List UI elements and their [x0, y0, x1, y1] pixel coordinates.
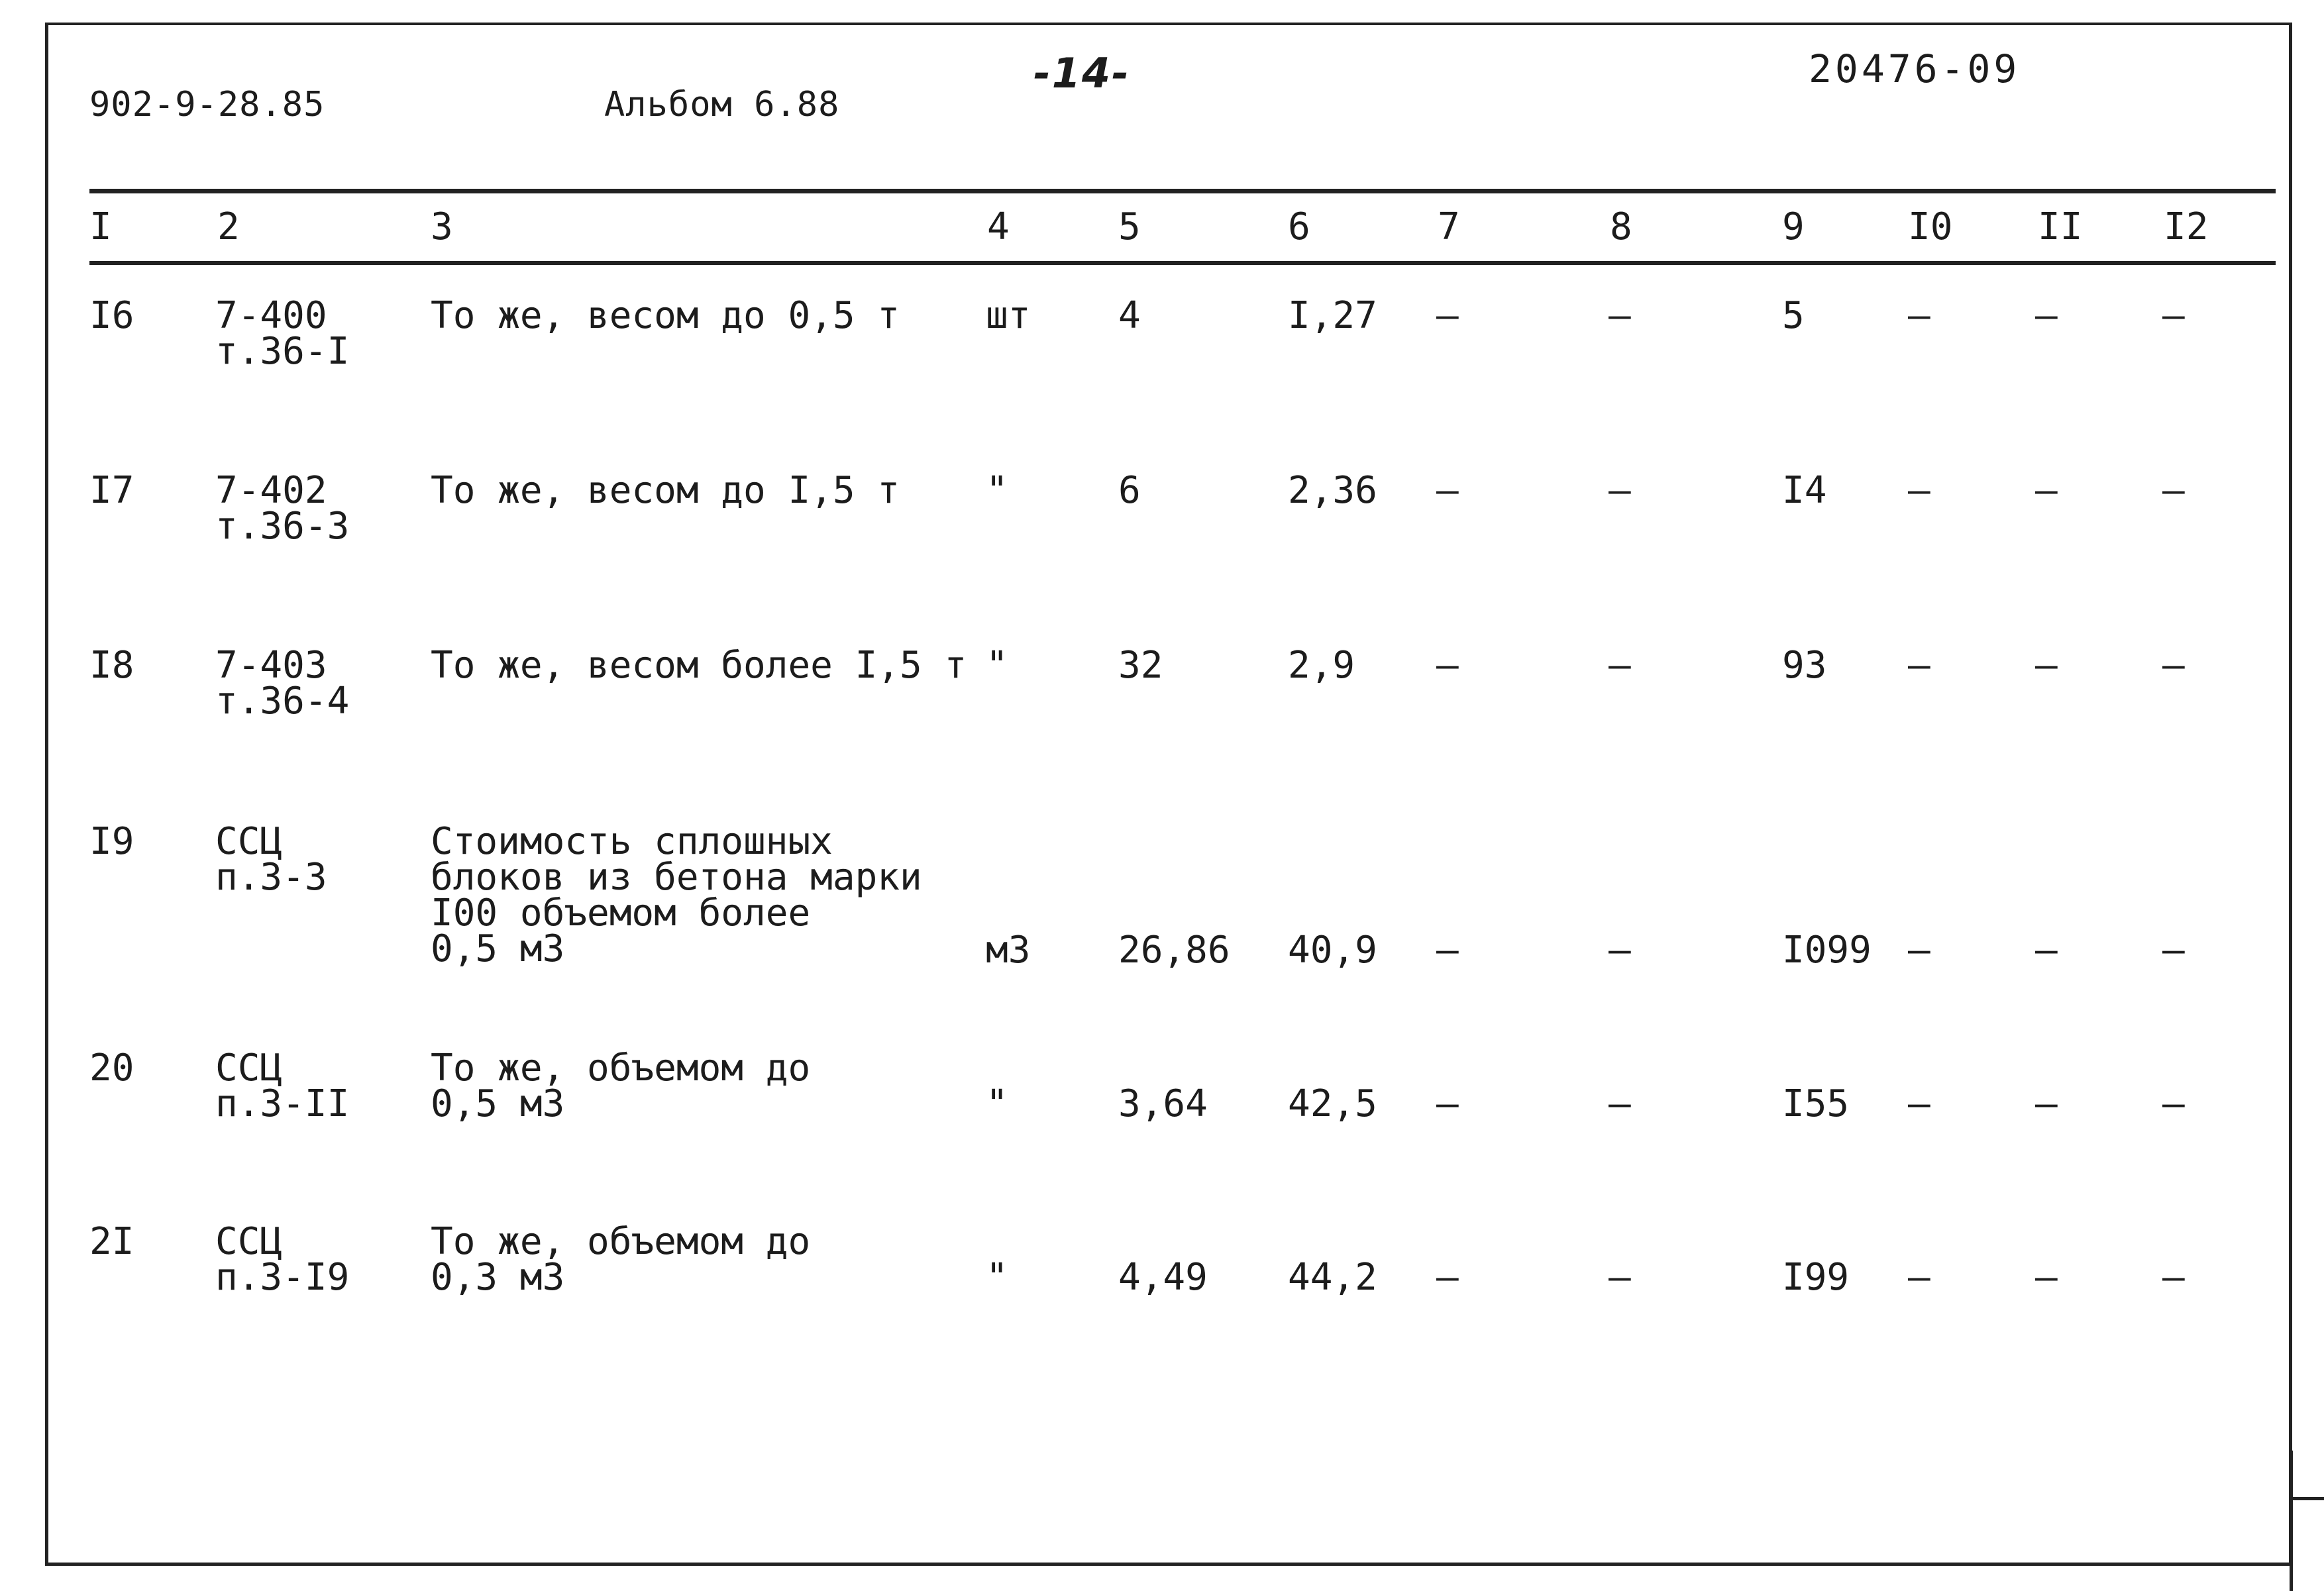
- cell-col-12: –: [2162, 469, 2185, 512]
- table-top-rule: [89, 189, 2276, 193]
- unit-price: 42,5: [1288, 1082, 1377, 1125]
- project-code: 902-9-28.85: [89, 85, 325, 125]
- cell-col-8: –: [1609, 644, 1631, 687]
- cell-col-7: –: [1436, 1256, 1459, 1299]
- norm-code: ССЦ п.3-3: [215, 820, 327, 899]
- row-number: I8: [89, 644, 134, 687]
- column-header: 7: [1438, 205, 1460, 248]
- cell-col-7: –: [1436, 644, 1459, 687]
- column-header: II: [2038, 205, 2083, 248]
- cell-col-12: –: [2162, 1082, 2185, 1125]
- cell-col-7: –: [1436, 1082, 1459, 1125]
- cell-col-12: –: [2162, 294, 2185, 337]
- unit-price: I,27: [1288, 294, 1377, 337]
- cell-col-11: –: [2035, 469, 2058, 512]
- quantity: 3,64: [1118, 1082, 1208, 1125]
- cell-col-8: –: [1609, 929, 1631, 972]
- cell-col-9: I4: [1782, 469, 1827, 512]
- column-header: 4: [987, 205, 1010, 248]
- unit: ": [986, 644, 1008, 687]
- sheet-edge-mark-vertical: [2290, 1451, 2293, 1591]
- row-number: 2I: [89, 1220, 134, 1263]
- unit: шт: [986, 294, 1031, 337]
- column-header: I: [89, 205, 112, 248]
- cell-col-11: –: [2035, 1256, 2058, 1299]
- cell-col-9: 5: [1782, 294, 1805, 337]
- cell-col-9: I99: [1782, 1256, 1850, 1299]
- cell-col-7: –: [1436, 929, 1459, 972]
- row-number: I6: [89, 294, 134, 337]
- cell-col-10: –: [1908, 929, 1930, 972]
- cell-col-11: –: [2035, 1082, 2058, 1125]
- cell-col-9: I55: [1782, 1082, 1850, 1125]
- unit: м3: [986, 929, 1031, 972]
- column-header: I2: [2164, 205, 2209, 248]
- cell-col-12: –: [2162, 1256, 2185, 1299]
- column-header: 2: [217, 205, 240, 248]
- cell-col-8: –: [1609, 469, 1631, 512]
- column-header: 5: [1118, 205, 1141, 248]
- row-number: 20: [89, 1047, 134, 1090]
- quantity: 32: [1118, 644, 1163, 687]
- page-number: -14-: [1033, 49, 1130, 97]
- norm-code: ССЦ п.3-II: [215, 1047, 350, 1125]
- cell-col-11: –: [2035, 644, 2058, 687]
- document-number: 20476-09: [1809, 46, 2021, 91]
- cell-col-10: –: [1908, 1082, 1930, 1125]
- row-number: I7: [89, 469, 134, 512]
- cell-col-7: –: [1436, 294, 1459, 337]
- unit: ": [986, 469, 1008, 512]
- cell-col-10: –: [1908, 469, 1930, 512]
- work-description: То же, весом до I,5 т: [431, 469, 900, 512]
- work-description: То же, объемом до 0,3 м3: [431, 1220, 811, 1299]
- work-description: То же, объемом до 0,5 м3: [431, 1047, 811, 1125]
- quantity: 4,49: [1118, 1256, 1208, 1299]
- unit-price: 2,9: [1288, 644, 1355, 687]
- norm-code: 7-402 т.36-3: [215, 469, 350, 548]
- document-sheet: [45, 23, 2292, 1566]
- work-description: Стоимость сплошных блоков из бетона марки I00 объемом более 0,5 м3: [431, 820, 922, 970]
- unit: ": [986, 1082, 1008, 1125]
- norm-code: 7-400 т.36-I: [215, 294, 350, 373]
- unit-price: 44,2: [1288, 1256, 1377, 1299]
- column-header: 3: [431, 205, 453, 248]
- column-header: 9: [1782, 205, 1805, 248]
- column-header: I0: [1908, 205, 1953, 248]
- unit-price: 2,36: [1288, 469, 1377, 512]
- cell-col-11: –: [2035, 294, 2058, 337]
- unit: ": [986, 1256, 1008, 1299]
- cell-col-11: –: [2035, 929, 2058, 972]
- quantity: 26,86: [1118, 929, 1230, 972]
- cell-col-8: –: [1609, 1256, 1631, 1299]
- column-header: 6: [1288, 205, 1310, 248]
- album-label: Альбом 6.88: [604, 85, 840, 125]
- cell-col-9: 93: [1782, 644, 1827, 687]
- column-header-rule: [89, 261, 2276, 265]
- cell-col-12: –: [2162, 644, 2185, 687]
- cell-col-10: –: [1908, 294, 1930, 337]
- unit-price: 40,9: [1288, 929, 1377, 972]
- cell-col-9: I099: [1782, 929, 1872, 972]
- work-description: То же, весом более I,5 т: [431, 644, 967, 687]
- cell-col-8: –: [1609, 1082, 1631, 1125]
- sheet-edge-mark: [2290, 1497, 2324, 1500]
- cell-col-12: –: [2162, 929, 2185, 972]
- cell-col-10: –: [1908, 1256, 1930, 1299]
- column-header: 8: [1610, 205, 1632, 248]
- work-description: То же, весом до 0,5 т: [431, 294, 900, 337]
- cell-col-7: –: [1436, 469, 1459, 512]
- norm-code: ССЦ п.3-I9: [215, 1220, 350, 1299]
- quantity: 4: [1118, 294, 1141, 337]
- cell-col-8: –: [1609, 294, 1631, 337]
- cell-col-10: –: [1908, 644, 1930, 687]
- quantity: 6: [1118, 469, 1141, 512]
- row-number: I9: [89, 820, 134, 863]
- norm-code: 7-403 т.36-4: [215, 644, 350, 723]
